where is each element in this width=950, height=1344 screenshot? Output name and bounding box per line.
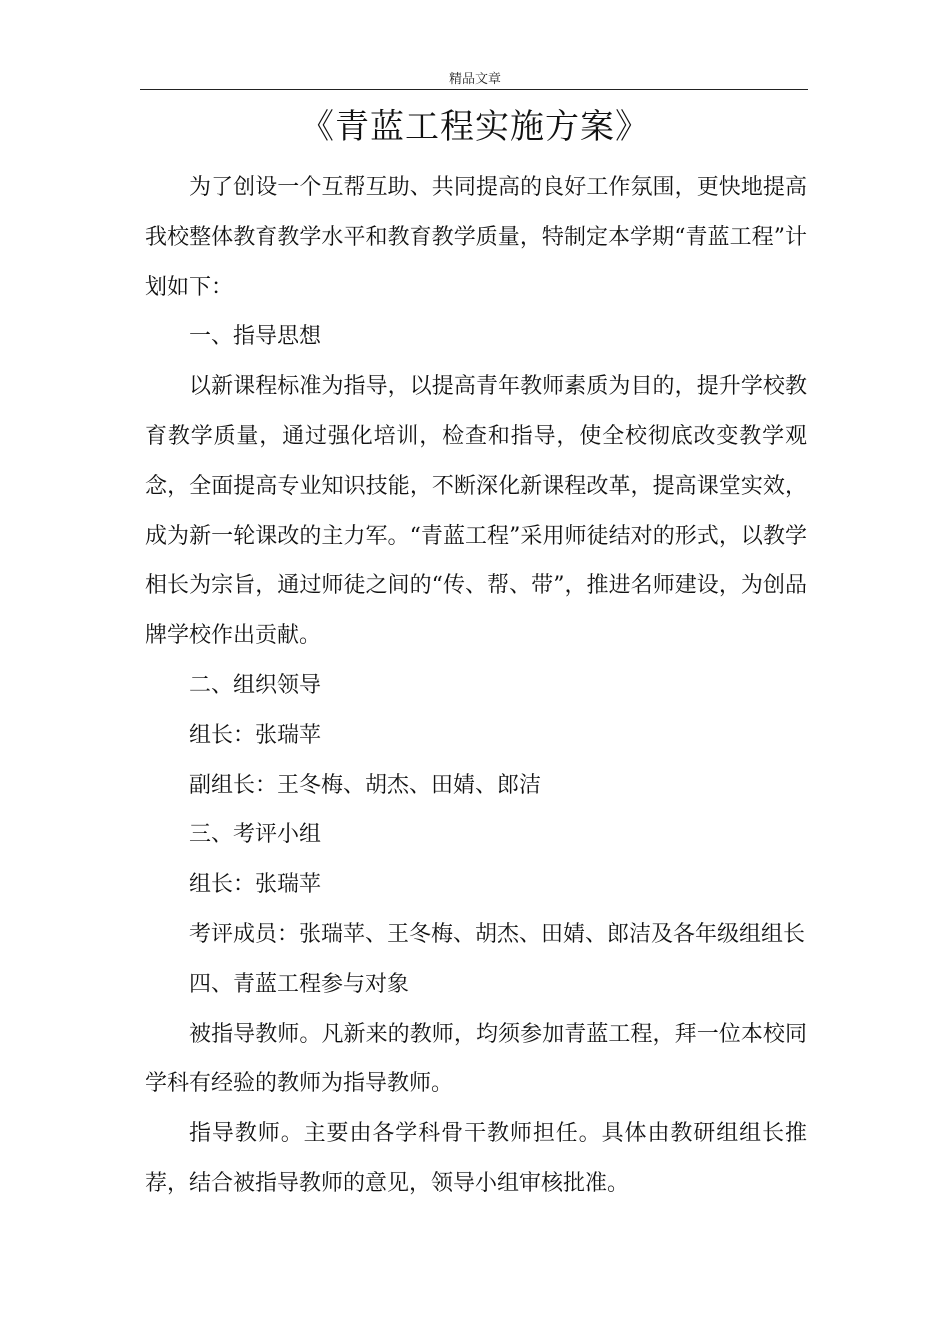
evaluation-members-line: 考评成员：张瑞苹、王冬梅、胡杰、田婧、郎洁及各年级组组长 (189, 921, 806, 947)
intro-paragraph: 为了创设一个互帮互助、共同提高的良好工作氛围，更快地提高我校整体教育教学水平和教育教学质量，特制定本学期“青蓝工程”计划如下： (145, 175, 807, 300)
header-divider (140, 89, 808, 90)
section-heading-participants: 四、青蓝工程参与对象 (189, 971, 410, 997)
section-heading-leadership: 二、组织领导 (189, 672, 322, 698)
page-header-label: 精品文章 (448, 72, 501, 87)
document-body (145, 163, 807, 1209)
guiding-ideology-paragraph: 以新课程标准为指导，以提高青年教师素质为目的，提升学校教育教学质量，通过强化培训，检查和指导，使全校彻底改变教学观念，全面提高专业知识技能，不断深化新课程改革，提高课堂实效，成为新一轮课改的主力军。“青蓝工程”采用师徒结对的形式，以教学相长为宗旨，通过师徒之间的“传、帮、带”，推进名师建设，为创品牌学校作出贡献。 (145, 374, 807, 649)
deputy-leaders-line: 副组长：王冬梅、胡杰、田婧、郎洁 (189, 772, 542, 798)
evaluation-leader-line: 组长：张瑞苹 (189, 872, 322, 898)
section-heading-evaluation-group: 三、考评小组 (189, 822, 322, 848)
mentors-paragraph: 指导教师。主要由各学科骨干教师担任。具体由教研组组长推荐，结合被指导教师的意见，领导小组审核批准。 (145, 1121, 807, 1196)
section-heading-guiding-ideology: 一、指导思想 (189, 324, 322, 350)
leader-line: 组长：张瑞苹 (189, 722, 322, 748)
document-title: 《青蓝工程实施方案》 (300, 107, 650, 147)
mentees-paragraph: 被指导教师。凡新来的教师，均须参加青蓝工程，拜一位本校同学科有经验的教师为指导教师。 (145, 1021, 807, 1097)
